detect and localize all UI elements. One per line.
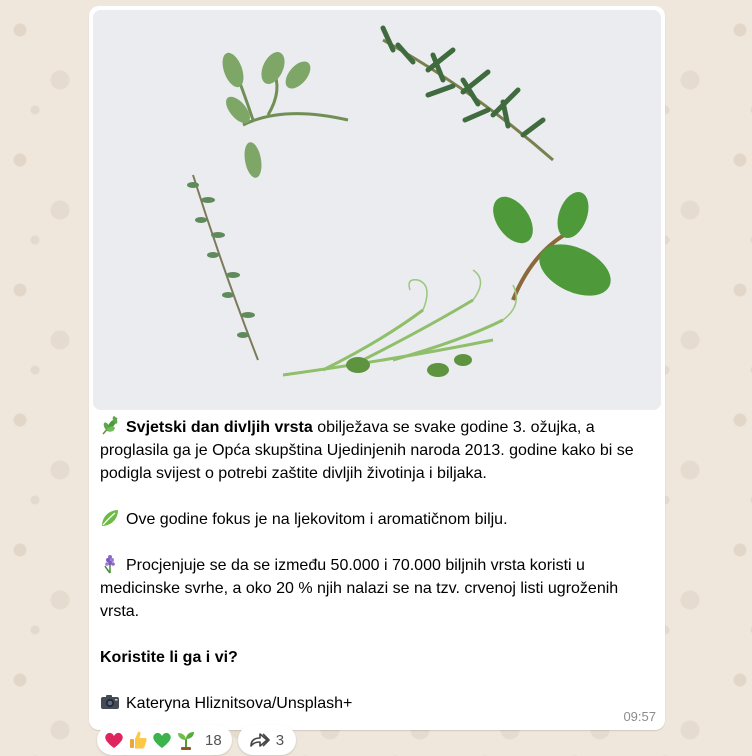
- paragraph-focus-text: Ove godine fokus je na ljekovitom i aromatičnom bilju.: [126, 511, 508, 528]
- thumbs-up-icon: [127, 729, 149, 751]
- paragraph-estimate-text: Procjenjuje se da se između 50.000 i 70.000 biljnih vrsta koristi u medicinske svrhe, a oko 20 % njih nalazi se na tzv. crvenoj listi ugroženih vrsta.: [100, 557, 619, 620]
- leaf-icon: [100, 508, 120, 528]
- question-text: Koristite li ga i vi?: [100, 649, 238, 666]
- hyacinth-icon: [100, 554, 120, 574]
- red-heart-icon: [103, 729, 125, 751]
- photo-credit: [100, 692, 656, 715]
- forwards-count: 3: [275, 731, 285, 749]
- reactions-bar: [97, 725, 296, 755]
- forward-arrows-icon: [248, 732, 270, 748]
- paragraph-focus: [100, 508, 656, 531]
- paragraph-estimate: [100, 554, 656, 623]
- herb-icon: [100, 416, 120, 436]
- photo-credit-text: Kateryna Hliznitsova/Unsplash+: [126, 695, 353, 712]
- green-heart-icon: [151, 729, 173, 751]
- message-bubble[interactable]: [89, 6, 665, 730]
- reactions-count: 18: [205, 731, 222, 749]
- seedling-icon: [175, 729, 197, 751]
- message-photo[interactable]: [93, 10, 661, 410]
- reactions-pill[interactable]: [97, 725, 232, 755]
- herbs-photo-illustration: [93, 10, 661, 410]
- camera-icon: [100, 692, 120, 712]
- message-time: 09:57: [623, 709, 656, 724]
- paragraph-intro-text: obilježava se svake godine 3. ožujka, a proglasila ga je Opća skupština Ujedinjenih naroda 2013. godine kako bi se podigla svijest o potrebi zaštite divljih životinja i biljaka.: [100, 419, 634, 482]
- message-text: [100, 416, 656, 715]
- paragraph-intro: [100, 416, 656, 485]
- paragraph-intro-bold: Svjetski dan divljih vrsta: [126, 419, 313, 436]
- forwards-pill[interactable]: [238, 725, 296, 755]
